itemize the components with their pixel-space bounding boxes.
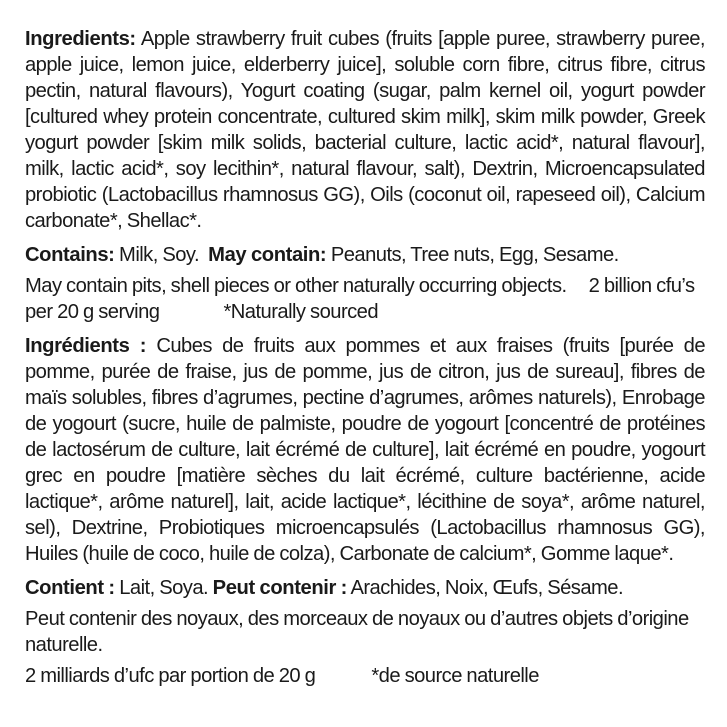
allergens-en — [25, 242, 705, 268]
naturally-sourced-fr: *de source naturelle — [371, 665, 539, 687]
cfu-note-en: 2 billion cfu’s per 20 g serving — [25, 275, 695, 323]
pits-note-en: May contain pits, shell pieces or other naturally occurring objects. — [25, 275, 567, 297]
cfu-line-fr — [25, 663, 705, 689]
may-contain-heading-fr: Peut contenir : — [212, 577, 347, 599]
contains-text-fr: Lait, Soya. — [119, 577, 209, 599]
naturally-sourced-en: *Naturally sourced — [223, 301, 379, 323]
allergens-fr — [25, 575, 705, 601]
notes-en — [25, 273, 705, 325]
cfu-note-fr: 2 milliards d’ufc par portion de 20 g — [25, 665, 316, 687]
pits-note-fr: Peut contenir des noyaux, des morceaux de noyaux ou d’autres objets d’origine naturelle. — [25, 608, 689, 656]
ingredients-heading-en: Ingredients: — [25, 28, 136, 50]
contains-heading-fr: Contient : — [25, 577, 115, 599]
ingredients-heading-fr: Ingrédients : — [25, 335, 147, 357]
contains-heading-en: Contains: — [25, 244, 115, 266]
may-contain-text-fr: Arachides, Noix, Œufs, Sésame. — [350, 577, 624, 599]
ingredients-fr — [25, 333, 705, 567]
may-contain-text-en: Peanuts, Tree nuts, Egg, Sesame. — [330, 244, 619, 266]
contains-text-en: Milk, Soy. — [119, 244, 200, 266]
ingredients-text-en: Apple strawberry fruit cubes (fruits [apple puree, strawberry puree, apple juice, lemon juice, elderberry juice], soluble corn fibre, citrus fibre, citrus pectin, natural flavours), Yogurt coating (sugar, palm kernel oil, yogurt powder [cultured whey protein concentrate, cultured skim milk], skim milk powder, Greek yogurt powder [skim milk solids, bacterial culture, lactic acid*, natural flavour], milk, lactic acid*, soy lecithin*, natural flavour, salt), Dextrin, Microencapsulated probiotic (Lactobacillus rhamnosus GG), Oils (coconut oil, rapeseed oil), Calcium carbonate*, Shellac*. — [25, 28, 705, 232]
ingredients-text-fr: Cubes de fruits aux pommes et aux fraises (fruits [purée de pomme, purée de fraise, jus de pomme, jus de citron, jus de sureau], fibres de maïs solubles, fibres d’agrumes, pectine d’agrumes, arômes naturels), Enrobage de yogourt (sucre, huile de palmiste, poudre de yogourt [concentré de protéines de lactosérum de culture, lait écrémé de culture], lait écrémé en poudre, yogourt grec en poudre [matière sèches du lait écrémé, culture bactérienne, acide lactique*, arôme naturel], lait, acide lactique*, lécithine de soya*, arôme naturel, sel), Dextrine, Probiotiques microencapsulés (Lactobacillus rhamnosus GG), Huiles (huile de coco, huile de colza), Carbonate de calcium*, Gomme laque*. — [25, 335, 705, 565]
ingredients-en — [25, 26, 705, 234]
may-contain-heading-en: May contain: — [208, 244, 327, 266]
